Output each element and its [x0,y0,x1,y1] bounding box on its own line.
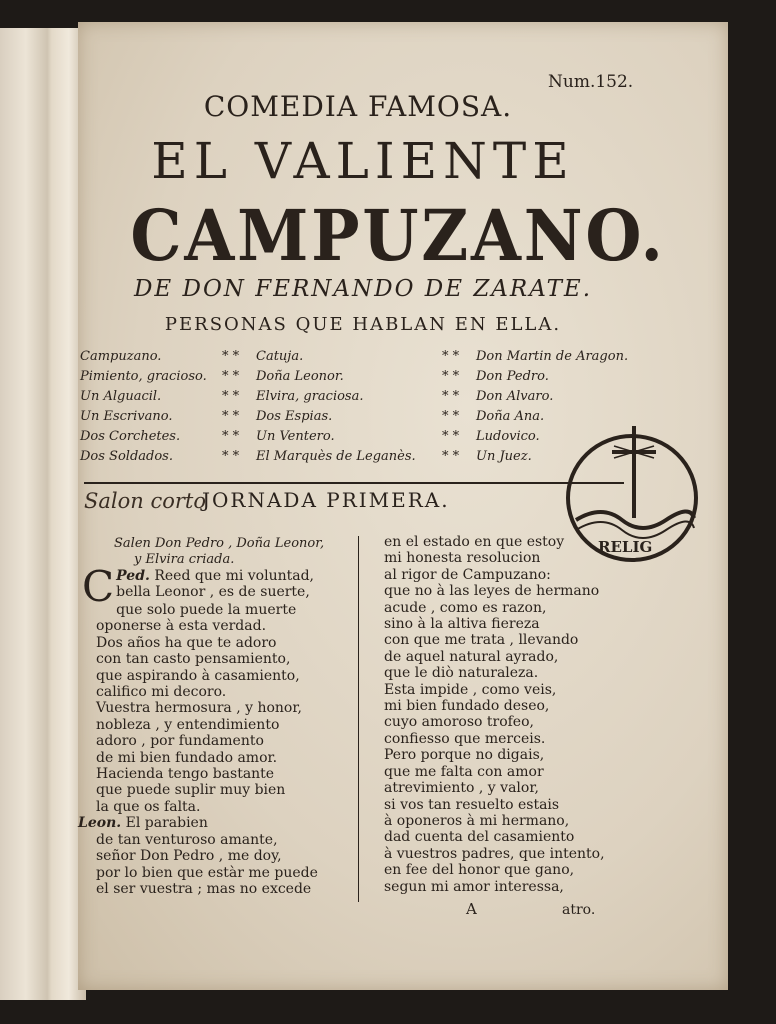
cast-column-1 [80,347,207,467]
verse-line: califico mi decoro. [96,684,227,701]
verse-line: que aspirando à casamiento, [96,667,300,684]
author-line: DE DON FERNANDO DE ZARATE. [133,276,593,302]
verse-line: sino à la altiva fiereza [384,616,540,633]
verse-line: con tan casto pensamiento, [96,651,291,668]
column-divider [358,536,359,902]
verse-line: El parabien [125,815,208,832]
verse-line: que solo puede la muerte [116,602,297,618]
verse-line: segun mi amor interessa, [384,878,564,895]
cast-entry: Catuja. [256,349,304,364]
verse-line: por lo bien que estàr me puede [96,864,318,881]
verse-line: que no à las leyes de hermano [384,583,600,600]
genre-heading: COMEDIA FAMOSA. [203,90,513,123]
left-verse-column [78,562,350,897]
stamp-text: RELIG [598,538,653,556]
verse-line: Hacienda tengo bastante [96,766,275,783]
verse-line: que le diò naturaleza. [384,665,539,682]
verse-line: cuyo amoroso trofeo, [384,714,534,731]
adjacent-page-edge [0,28,86,1000]
verse-line: de mi bien fundado amor. [96,749,278,766]
verse-line: Reed que mi voluntad, [154,568,315,584]
verse-line: que me falta con amor [384,763,544,780]
drop-capital: C [82,562,115,611]
verse-line: señor Don Pedro , me doy, [96,848,282,865]
title-line-2: CAMPUZANO. [130,194,666,277]
signature-mark: A [466,900,477,918]
cast-entry: Ludovico. [476,429,540,444]
cast-entry: Un Escrivano. [80,409,173,424]
act-heading: JORNADA PRIMERA. [202,488,450,512]
cast-entry: Doña Leonor. [256,369,344,384]
cast-entry: Dos Soldados. [80,449,173,464]
verse-line: de aquel natural ayrado, [384,648,559,665]
verse-line: Pero porque no digais, [384,747,545,764]
verse-line: à vuestros padres, que intento, [384,845,605,862]
verse-line: Esta impide , como veis, [384,681,557,698]
cast-entry: Un Ventero. [256,429,335,444]
verse-line: Vuestra hermosura , y honor, [96,700,302,717]
document-page [78,22,728,990]
verse-line: en fee del honor que gano, [384,862,575,879]
verse-line: bella Leonor , es de suerte, [116,584,310,601]
verse-line: si vos tan resuelto estais [384,796,560,813]
cast-entry: Un Juez. [476,449,532,464]
verse-line: oponerse à esta verdad. [96,618,267,635]
cast-entry: Un Alguacil. [80,389,162,404]
horizontal-rule [84,482,624,484]
verse-line: mi bien fundado deseo, [384,698,550,715]
verse-line: atrevimiento , y valor, [384,780,539,797]
cast-entry: Doña Ana. [476,409,545,424]
verse-line: adoro , por fundamento [96,733,264,750]
handwritten-annotation: Salon corto [84,489,206,513]
right-verse-column [384,534,644,895]
verse-line: dad cuenta del casamiento [384,829,575,846]
cast-entry: Don Martin de Aragon. [476,349,629,364]
cast-entry: El Marquès de Leganès. [256,449,416,464]
cast-entry: Elvira, graciosa. [256,389,364,404]
verse-line: el ser vuestra ; mas no excede [96,880,312,897]
cast-entry: Don Pedro. [476,369,549,384]
speaker-label: Leon. [78,815,122,832]
cast-entry: Dos Espias. [256,409,333,424]
speaker-label: Ped. [116,568,150,584]
cast-entry: Campuzano. [80,349,162,364]
verse-line: acude , como es razon, [384,599,547,616]
cast-entry: Don Alvaro. [476,389,554,404]
title-line-1: EL VALIENTE [151,132,575,190]
catchword: atro. [562,902,596,918]
verse-line: nobleza , y entendimiento [96,716,280,733]
stage-direction: Salen Don Pedro , Doña Leonor, y Elvira criada. [114,536,325,567]
verse-line: confiesso que merceis. [384,730,546,747]
verse-line: al rigor de Campuzano: [384,566,551,583]
cast-entry: Pimiento, gracioso. [80,369,207,384]
play-number: Num.152. [548,72,634,92]
verse-line: à oponeros à mi hermano, [384,812,570,829]
verse-line: la que os falta. [96,798,201,815]
verse-line: Dos años ha que te adoro [96,634,277,651]
cast-heading: PERSONAS QUE HABLAN EN ELLA. [164,314,562,335]
verse-line: de tan venturoso amante, [96,831,278,848]
verse-line: en el estado en que estoy [384,534,565,550]
verse-line: con que me trata , llevando [384,632,579,649]
library-stamp [562,408,700,566]
verse-line: que puede suplir muy bien [96,782,286,799]
asterisk-divider-1: * * * * * * * * * * * * [222,349,240,464]
cast-entry: Dos Corchetes. [80,429,181,444]
asterisk-divider-2: * * * * * * * * * * * * [442,349,460,464]
cast-column-2 [256,347,416,467]
verse-line: mi honesta resolucion [384,550,541,567]
